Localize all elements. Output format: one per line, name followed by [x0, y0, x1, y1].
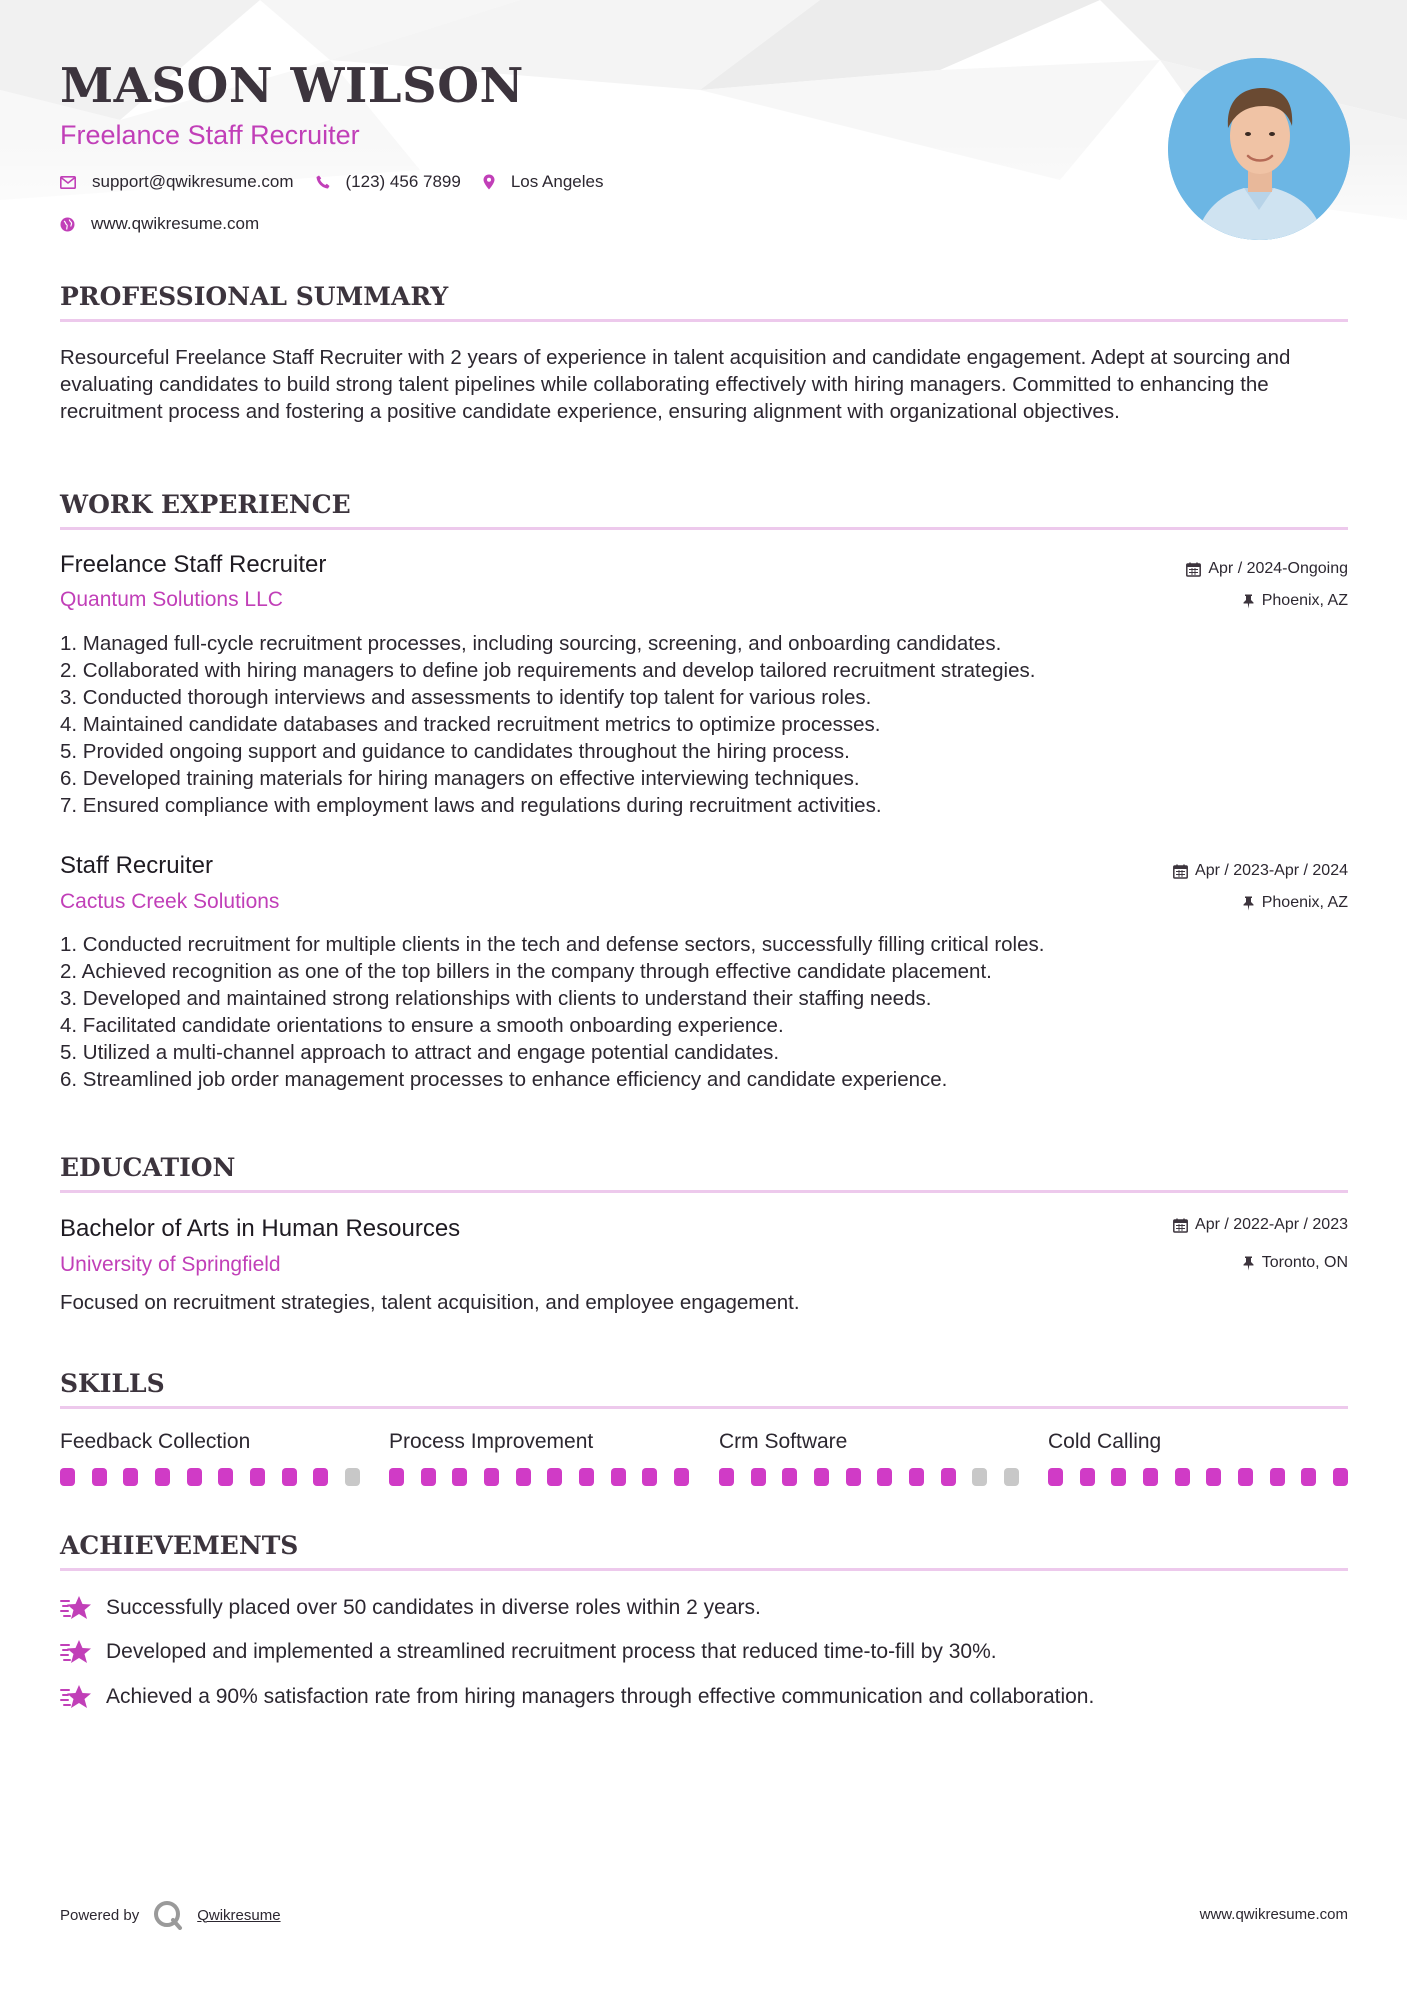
- achievement-text: Achieved a 90% satisfaction rate from hiring managers through effective communication and collaboration.: [106, 1685, 1095, 1708]
- pushpin-icon: [1242, 896, 1255, 911]
- calendar-icon: [1186, 562, 1201, 577]
- education-heading: EDUCATION: [60, 1153, 1348, 1193]
- skill-item: [389, 1430, 689, 1454]
- skill-dot-filled: [1301, 1468, 1316, 1486]
- contact-website[interactable]: [60, 214, 259, 234]
- qwikresume-logo-icon: [153, 1900, 183, 1930]
- skill-dot-filled: [187, 1468, 202, 1486]
- job-dates: [1186, 560, 1348, 578]
- star-icon: [60, 1594, 92, 1622]
- education-dates-text: Apr / 2022-Apr / 2023: [1195, 1216, 1348, 1233]
- contact-location: [483, 172, 604, 192]
- skill-dot-filled: [313, 1468, 328, 1486]
- phone-icon: [316, 175, 330, 189]
- skill-rating: [389, 1468, 689, 1486]
- skill-dot-filled: [516, 1468, 531, 1486]
- skill-dot-empty: [1004, 1468, 1019, 1486]
- skill-dot-filled: [877, 1468, 892, 1486]
- skill-dot-filled: [1080, 1468, 1095, 1486]
- education-location: [1242, 1254, 1348, 1272]
- skill-dot-filled: [547, 1468, 562, 1486]
- list-item: 1. Managed full-cycle recruitment processes, including sourcing, screening, and onboarding candidates.: [60, 632, 1002, 655]
- skill-dot-filled: [674, 1468, 689, 1486]
- star-icon: [60, 1638, 92, 1666]
- candidate-title: Freelance Staff Recruiter: [60, 120, 360, 150]
- map-pin-icon: [483, 174, 495, 190]
- skill-item: [60, 1430, 360, 1454]
- qwikresume-link[interactable]: Qwikresume: [197, 1906, 281, 1924]
- degree-title: Bachelor of Arts in Human Resources: [60, 1215, 461, 1242]
- skill-dot-filled: [218, 1468, 233, 1486]
- skill-dot-filled: [642, 1468, 657, 1486]
- skill-dot-filled: [579, 1468, 594, 1486]
- list-item: 7. Ensured compliance with employment laws and regulations during recruitment activities.: [60, 794, 882, 817]
- skill-label: Cold Calling: [1048, 1430, 1162, 1453]
- list-item: 2. Achieved recognition as one of the top billers in the company through effective candidate placement.: [60, 960, 992, 983]
- skill-dot-filled: [1206, 1468, 1221, 1486]
- skill-dot-filled: [123, 1468, 138, 1486]
- list-item: 3. Developed and maintained strong relationships with clients to understand their staffing needs.: [60, 987, 932, 1010]
- achievement-text: Successfully placed over 50 candidates in diverse roles within 2 years.: [106, 1596, 761, 1619]
- skill-rating: [719, 1468, 1019, 1486]
- job-dates-text: Apr / 2024-Ongoing: [1208, 560, 1348, 577]
- calendar-icon: [1173, 1218, 1188, 1233]
- skill-dot-filled: [155, 1468, 170, 1486]
- envelope-icon: [60, 176, 76, 189]
- skill-dot-filled: [1111, 1468, 1126, 1486]
- skill-dot-filled: [1238, 1468, 1253, 1486]
- education-dates: [1173, 1216, 1348, 1234]
- calendar-icon: [1173, 864, 1188, 879]
- contact-row-1: [60, 172, 625, 192]
- email-text: support@qwikresume.com: [92, 172, 294, 191]
- skill-dot-filled: [1175, 1468, 1190, 1486]
- skill-dot-filled: [92, 1468, 107, 1486]
- job-dates: [1173, 862, 1348, 880]
- job-title: Freelance Staff Recruiter: [60, 551, 327, 578]
- skill-rating: [1048, 1468, 1348, 1486]
- skill-dot-empty: [345, 1468, 360, 1486]
- star-icon: [60, 1683, 92, 1711]
- footer-powered-by: [60, 1900, 281, 1930]
- website-text: www.qwikresume.com: [91, 214, 260, 233]
- skill-item: [1048, 1430, 1348, 1454]
- list-item: 5. Utilized a multi-channel approach to attract and engage potential candidates.: [60, 1041, 780, 1064]
- list-item: 1. Conducted recruitment for multiple clients in the tech and defense sectors, successfully filling critical roles.: [60, 933, 1045, 956]
- summary-text: Resourceful Freelance Staff Recruiter with 2 years of experience in talent acquisition and candidate engagement. Adept at sourcing and evaluating candidates to build strong talent pipelines while collaborating effectively with hiring managers. Committed to enhancing the recruitment process and fostering a positive candidate experience, ensuring alignment with organizational objectives.: [60, 346, 1291, 423]
- achievement-item: [60, 1683, 1094, 1711]
- list-item: 6. Developed training materials for hiring managers on effective interviewing techniques.: [60, 767, 860, 790]
- pushpin-icon: [1242, 594, 1255, 609]
- achievement-item: [60, 1594, 761, 1622]
- skills-heading: SKILLS: [60, 1369, 1348, 1409]
- school-name: University of Springfield: [60, 1253, 281, 1276]
- company-name: Quantum Solutions LLC: [60, 588, 283, 611]
- list-item: 6. Streamlined job order management processes to enhance efficiency and candidate experience.: [60, 1068, 948, 1091]
- skill-dot-filled: [611, 1468, 626, 1486]
- skill-dot-filled: [719, 1468, 734, 1486]
- job-location: [1242, 894, 1348, 912]
- skill-label: Crm Software: [719, 1430, 848, 1453]
- skill-dot-filled: [389, 1468, 404, 1486]
- skill-dot-filled: [1333, 1468, 1348, 1486]
- skill-dot-filled: [282, 1468, 297, 1486]
- job-bullets: [60, 630, 1348, 819]
- list-item: 5. Provided ongoing support and guidance to candidates throughout the hiring process.: [60, 740, 850, 763]
- list-item: 2. Collaborated with hiring managers to define job requirements and develop tailored recruitment strategies.: [60, 659, 1036, 682]
- skill-dot-filled: [941, 1468, 956, 1486]
- phone-text: (123) 456 7899: [345, 172, 461, 191]
- job-title: Staff Recruiter: [60, 852, 213, 879]
- job-location-text: Phoenix, AZ: [1261, 592, 1348, 609]
- footer-website[interactable]: www.qwikresume.com: [1199, 1906, 1348, 1923]
- skill-dot-filled: [814, 1468, 829, 1486]
- summary-heading: PROFESSIONAL SUMMARY: [60, 282, 1348, 322]
- globe-icon: [60, 217, 75, 232]
- skill-dot-filled: [846, 1468, 861, 1486]
- contact-email[interactable]: [60, 172, 294, 192]
- list-item: 3. Conducted thorough interviews and assessments to identify top talent for various roles.: [60, 686, 872, 709]
- skill-dot-filled: [452, 1468, 467, 1486]
- skill-label: Feedback Collection: [60, 1430, 251, 1453]
- achievement-item: [60, 1638, 997, 1666]
- job-location: [1242, 592, 1348, 610]
- skill-dot-filled: [250, 1468, 265, 1486]
- list-item: 4. Maintained candidate databases and tracked recruitment metrics to optimize processes.: [60, 713, 881, 736]
- job-dates-text: Apr / 2023-Apr / 2024: [1195, 862, 1348, 879]
- list-item: 4. Facilitated candidate orientations to ensure a smooth onboarding experience.: [60, 1014, 784, 1037]
- skill-dot-filled: [782, 1468, 797, 1486]
- achievement-text: Developed and implemented a streamlined recruitment process that reduced time-to-fill by 30%.: [106, 1640, 997, 1663]
- skill-dot-filled: [751, 1468, 766, 1486]
- contact-row-2: [60, 214, 281, 234]
- candidate-name: MASON WILSON: [60, 58, 524, 114]
- skill-dot-filled: [1143, 1468, 1158, 1486]
- skill-label: Process Improvement: [389, 1430, 594, 1453]
- job-location-text: Phoenix, AZ: [1261, 894, 1348, 911]
- skill-dot-empty: [972, 1468, 987, 1486]
- skill-dot-filled: [421, 1468, 436, 1486]
- job-bullets: [60, 931, 1348, 1093]
- contact-phone[interactable]: [316, 172, 461, 192]
- education-location-text: Toronto, ON: [1261, 1254, 1348, 1271]
- location-text: Los Angeles: [510, 172, 604, 191]
- skill-item: [719, 1430, 1019, 1454]
- profile-photo: [1168, 58, 1350, 240]
- skill-dot-filled: [60, 1468, 75, 1486]
- skill-dot-filled: [1270, 1468, 1285, 1486]
- skill-dot-filled: [1048, 1468, 1063, 1486]
- powered-by-label: Powered by: [60, 1906, 140, 1924]
- company-name: Cactus Creek Solutions: [60, 890, 280, 913]
- skill-dot-filled: [484, 1468, 499, 1486]
- achievements-heading: ACHIEVEMENTS: [60, 1531, 1348, 1571]
- experience-heading: WORK EXPERIENCE: [60, 490, 1348, 530]
- skill-rating: [60, 1468, 360, 1486]
- skill-dot-filled: [909, 1468, 924, 1486]
- pushpin-icon: [1242, 1256, 1255, 1271]
- education-description: Focused on recruitment strategies, talent acquisition, and employee engagement.: [60, 1291, 800, 1314]
